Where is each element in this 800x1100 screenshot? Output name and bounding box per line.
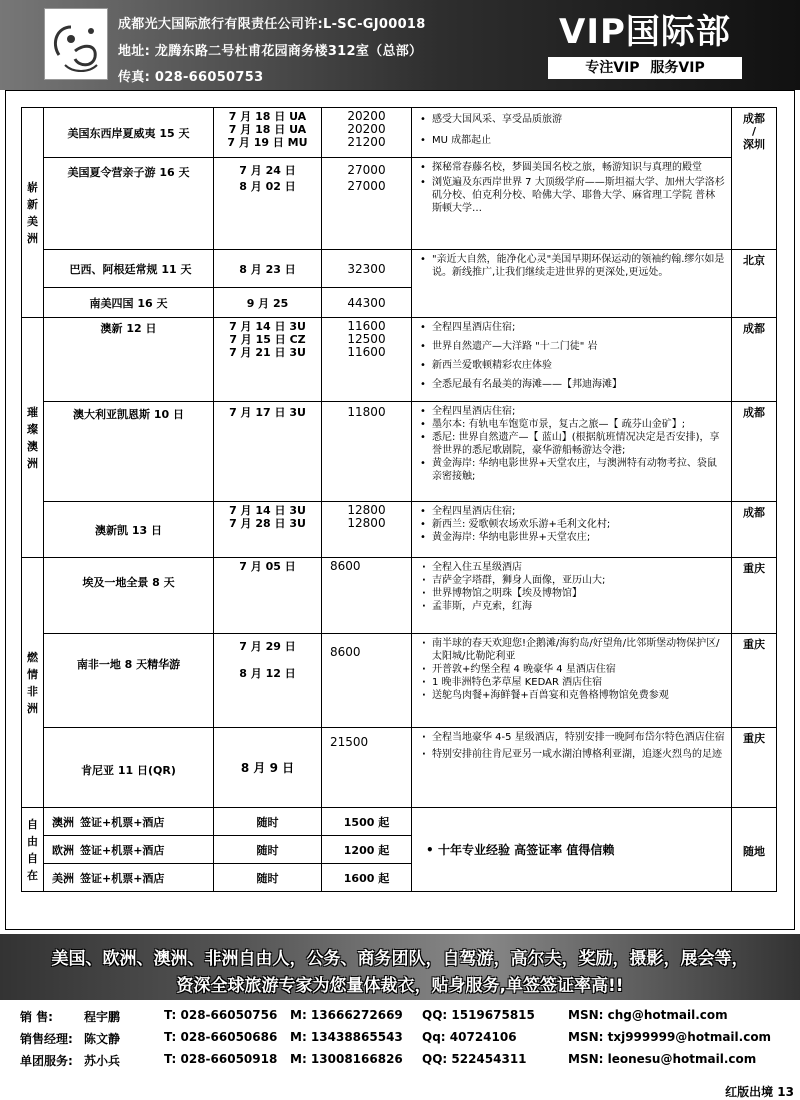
tour-name: 埃及一地全景 8 天 [44, 558, 214, 634]
tour-row [22, 558, 777, 634]
tour-dates: 7 月 18 日 UA 7 月 18 日 UA 7 月 19 日 MU [214, 108, 322, 158]
free-travel-price: 1500 起 [322, 808, 412, 836]
banner-text-line2: 资深全球旅游专家为您量体裁衣，贴身服务,单签签证率高!! [176, 976, 624, 996]
tour-prices: 20200 20200 21200 [322, 108, 412, 158]
contact-mobile: M: 13008166826 [290, 1052, 403, 1066]
contact-mobile: M: 13438865543 [290, 1030, 403, 1044]
contact-role: 销售经理: [20, 1032, 73, 1046]
contact-msn: MSN: leonesu@hotmail.com [568, 1052, 757, 1066]
tour-prices: 32300 [322, 250, 412, 288]
tour-prices: 44300 [322, 288, 412, 318]
header-bar [0, 0, 800, 90]
tour-highlights: • 感受大国风采、享受品质旅游 • MU 成都起止 [412, 108, 732, 158]
tour-prices: 8600 [322, 558, 412, 634]
tour-prices: 27000 27000 [322, 158, 412, 250]
company-fax: 传真: 028-66050753 [118, 70, 264, 85]
tour-highlights: • "亲近大自然，能净化心灵"美国早期环保运动的领袖约翰.缪尔如是说。新线推广,让我们继续走进世界的更深处,更远处。 [412, 250, 732, 318]
tour-row [22, 402, 777, 502]
department-title: VIP国际部 [559, 12, 731, 52]
tour-dates: 9 月 25 [214, 288, 322, 318]
contact-row [20, 1008, 790, 1026]
free-travel-name: 美洲 签证+机票+酒店 [44, 864, 214, 892]
tour-dates: 7 月 14 日 3U 7 月 15 日 CZ 7 月 21 日 3U [214, 318, 322, 402]
company-address: 地址: 龙腾东路二号杜甫花园商务楼312室（总部） [118, 44, 423, 59]
tour-name: 澳大利亚凯恩斯 10 日 [44, 402, 214, 502]
contact-name: 苏小兵 [84, 1054, 121, 1068]
region-oceania: 璀 璨 澳 洲 [22, 318, 44, 558]
tour-row [22, 318, 777, 402]
region-americas: 崭 新 美 洲 [22, 108, 44, 318]
tour-dates: 7 月 17 日 3U [214, 402, 322, 502]
tour-dates: 7 月 29 日 8 月 12 日 [214, 634, 322, 728]
tour-name: 南美四国 16 天 [44, 288, 214, 318]
tour-dates: 7 月 14 日 3U 7 月 28 日 3U [214, 502, 322, 558]
tour-row [22, 158, 777, 250]
tour-prices: 21500 [322, 728, 412, 808]
banner-text-line1: 美国、欧洲、澳洲、非洲自由人，公务、商务团队，自驾游，高尔夫，奖励，摄影，展会等， [51, 949, 749, 969]
contact-name: 程宇鹏 [84, 1010, 121, 1024]
contact-role: 单团服务: [20, 1054, 73, 1068]
tour-table [21, 107, 777, 892]
promo-banner [0, 934, 800, 1000]
tour-row [22, 634, 777, 728]
contact-mobile: M: 13666272669 [290, 1008, 403, 1022]
contact-role: 销 售: [20, 1010, 53, 1024]
tour-name: 澳新凯 13 日 [44, 502, 214, 558]
tour-highlights: · 全程入住五星级酒店 · 吉萨金字塔群，狮身人面像，亚历山大; · 世界博物馆之明珠【埃及博物馆】 · 孟菲斯，卢克索，红海 [412, 558, 732, 634]
tour-row [22, 502, 777, 558]
tour-highlights: • 全程四星酒店住宿; • 墨尔本: 有轨电车饱览市景，复古之旅—【 疏芬山金矿】; • 悉尼: 世界自然遗产—【 蓝山】(根据航班情况决定是否安排)，享誉世界的悉尼歌剧院，豪华游船畅游达令港; • 黄金海岸: 华纳电影世界+天堂农庄，与澳洲特有动物考拉、袋鼠亲密接触; [412, 402, 732, 502]
departure-city: 成都 / 深圳 [732, 108, 777, 250]
free-travel-highlight: • 十年专业经验 高签证率 值得信赖 [412, 808, 732, 892]
company-logo [44, 8, 108, 80]
tour-name: 美国夏令营亲子游 16 天 [44, 158, 214, 250]
company-name: 成都光大国际旅行有限责任公司许:L-SC-GJ00018 [118, 17, 426, 32]
departure-city: 成都 [732, 318, 777, 402]
tour-highlights: · 全程当地豪华 4-5 星级酒店，特别安排一晚阿布岱尔特色酒店住宿 · 特别安排前往肯尼亚另一咸水湖泊博格利亚湖，追逐火烈鸟的足迹 [412, 728, 732, 808]
contact-qq: QQ: 522454311 [422, 1052, 527, 1066]
tour-prices: 12800 12800 [322, 502, 412, 558]
tour-highlights: • 全程四星酒店住宿; • 新西兰: 爱歌顿农场欢乐游+毛利文化村; • 黄金海岸: 华纳电影世界+天堂农庄; [412, 502, 732, 558]
tour-dates: 8 月 9 日 [214, 728, 322, 808]
contact-phone: T: 028-66050756 [164, 1008, 278, 1022]
tour-row [22, 250, 777, 288]
tour-name: 巴西、阿根廷常规 11 天 [44, 250, 214, 288]
departure-city: 重庆 [732, 558, 777, 634]
free-travel-price: 1200 起 [322, 836, 412, 864]
tour-highlights: • 全程四星酒店住宿; • 世界自然遗产—大洋路 "十二门徒" 岩 • 新西兰爱歌顿精彩农庄体验 • 全悉尼最有名最美的海滩——【邦迪海滩】 [412, 318, 732, 402]
tour-name: 肯尼亚 11 日(QR) [44, 728, 214, 808]
contact-phone: T: 028-66050918 [164, 1052, 278, 1066]
tour-dates: 8 月 23 日 [214, 250, 322, 288]
tour-dates: 7 月 24 日 8 月 02 日 [214, 158, 322, 250]
region-free: 自 由 自 在 [22, 808, 44, 892]
departure-city: 重庆 [732, 634, 777, 728]
free-travel-price: 1600 起 [322, 864, 412, 892]
contact-name: 陈文静 [84, 1032, 121, 1046]
department-tagline: 专注VIP 服务VIP [548, 57, 742, 79]
contact-row [20, 1052, 790, 1070]
free-travel-date: 随时 [214, 836, 322, 864]
tour-highlights: · 南半球的春天欢迎您!企鹅滩/海豹岛/好望角/比邻斯堡动物保护区/太阳城/比勒陀利亚 · 开普敦+约堡全程 4 晚豪华 4 星酒店住宿 · 1 晚非洲特色茅草屋 KEDAR 酒店住宿 · 送鸵鸟肉餐+海鲜餐+百兽宴和克鲁格博物馆免费参观 [412, 634, 732, 728]
region-africa: 燃 情 非 洲 [22, 558, 44, 808]
contact-qq: Qq: 40724106 [422, 1030, 517, 1044]
free-travel-date: 随时 [214, 864, 322, 892]
logo-swirl-icon [45, 9, 109, 81]
departure-city: 成都 [732, 402, 777, 502]
contact-qq: QQ: 1519675815 [422, 1008, 535, 1022]
tour-prices: 8600 [322, 634, 412, 728]
contact-phone: T: 028-66050686 [164, 1030, 278, 1044]
departure-city: 成都 [732, 502, 777, 558]
tour-name: 澳新 12 日 [44, 318, 214, 402]
contact-row [20, 1030, 790, 1048]
contact-msn: MSN: txj999999@hotmail.com [568, 1030, 772, 1044]
tour-name: 南非一地 8 天精华游 [44, 634, 214, 728]
tour-name: 美国东西岸夏威夷 15 天 [44, 108, 214, 158]
tour-prices: 11800 [322, 402, 412, 502]
free-travel-name: 澳洲 签证+机票+酒店 [44, 808, 214, 836]
tour-highlights: • 探秘常春藤名校，梦圆美国名校之旅，畅游知识与真理的殿堂 • 浏览遍及东西岸世界 7 大顶级学府——斯坦福大学、加州大学洛杉矶分校、伯克利分校、哈佛大学、耶鲁大学、麻省理工学院 普林斯顿大学… [412, 158, 732, 250]
tour-row [22, 108, 777, 158]
free-travel-name: 欧洲 签证+机票+酒店 [44, 836, 214, 864]
tour-dates: 7 月 05 日 [214, 558, 322, 634]
contact-msn: MSN: chg@hotmail.com [568, 1008, 728, 1022]
departure-city: 北京 [732, 250, 777, 318]
free-travel-row [22, 808, 777, 836]
free-travel-date: 随时 [214, 808, 322, 836]
tour-prices: 11600 12500 11600 [322, 318, 412, 402]
departure-city: 重庆 [732, 728, 777, 808]
tour-row [22, 728, 777, 808]
departure-city: 随地 [732, 808, 777, 892]
page-footer: 红版出境 13 [725, 1085, 794, 1099]
